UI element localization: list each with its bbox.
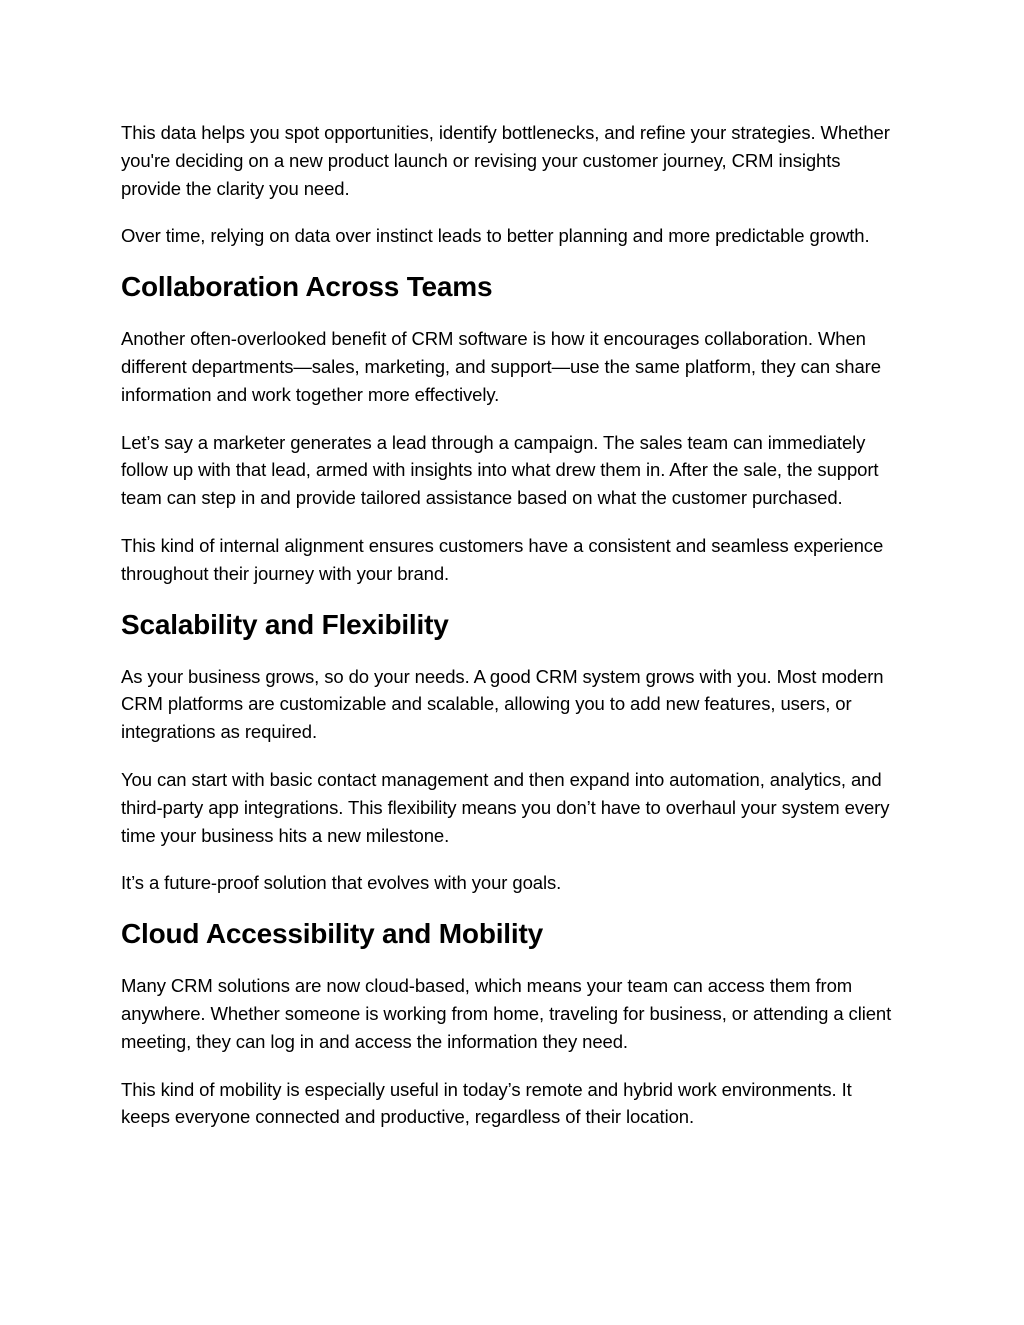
paragraph: You can start with basic contact management and then expand into automation, analytics, and third-party app integrations. This flexibility means you don’t have to overhaul your system every time your business hits a new milestone. [121,768,890,846]
document-page [121,119,901,1151]
section-heading-cloud: Cloud Accessibility and Mobility [121,918,543,950]
paragraph: It’s a future-proof solution that evolves with your goals. [121,872,562,894]
paragraph: This kind of mobility is especially useful in today’s remote and hybrid work environments. It keeps everyone connected and productive, regardless of their location. [121,1078,852,1128]
paragraph: Let’s say a marketer generates a lead through a campaign. The sales team can immediately follow up with that lead, armed with insights into what drew them in. After the sale, the support team can step in and provide tailored assistance based on what the customer purchased. [121,431,879,509]
paragraph: This kind of internal alignment ensures customers have a consistent and seamless experience throughout their journey with your brand. [121,534,884,584]
section-heading-collaboration: Collaboration Across Teams [121,271,493,303]
paragraph: Many CRM solutions are now cloud-based, which means your team can access them from anywhere. Whether someone is working from home, traveling for business, or attending a client meeting, they can log in and access the information they need. [121,975,892,1052]
paragraph: This data helps you spot opportunities, identify bottlenecks, and refine your strategies. Whether you're deciding on a new product launch or revising your customer journey, CRM insights provide the clarity you need. [121,122,890,199]
paragraph: As your business grows, so do your needs. A good CRM system grows with you. Most modern CRM platforms are customizable and scalable, allowing you to add new features, users, or integrations as required. [121,665,884,743]
paragraph: Another often-overlooked benefit of CRM software is how it encourages collaboration. When different departments—sales, marketing, and support—use the same platform, they can share information and work together more effectively. [121,328,881,405]
paragraph: Over time, relying on data over instinct leads to better planning and more predictable growth. [121,225,870,247]
section-heading-scalability: Scalability and Flexibility [121,608,449,640]
